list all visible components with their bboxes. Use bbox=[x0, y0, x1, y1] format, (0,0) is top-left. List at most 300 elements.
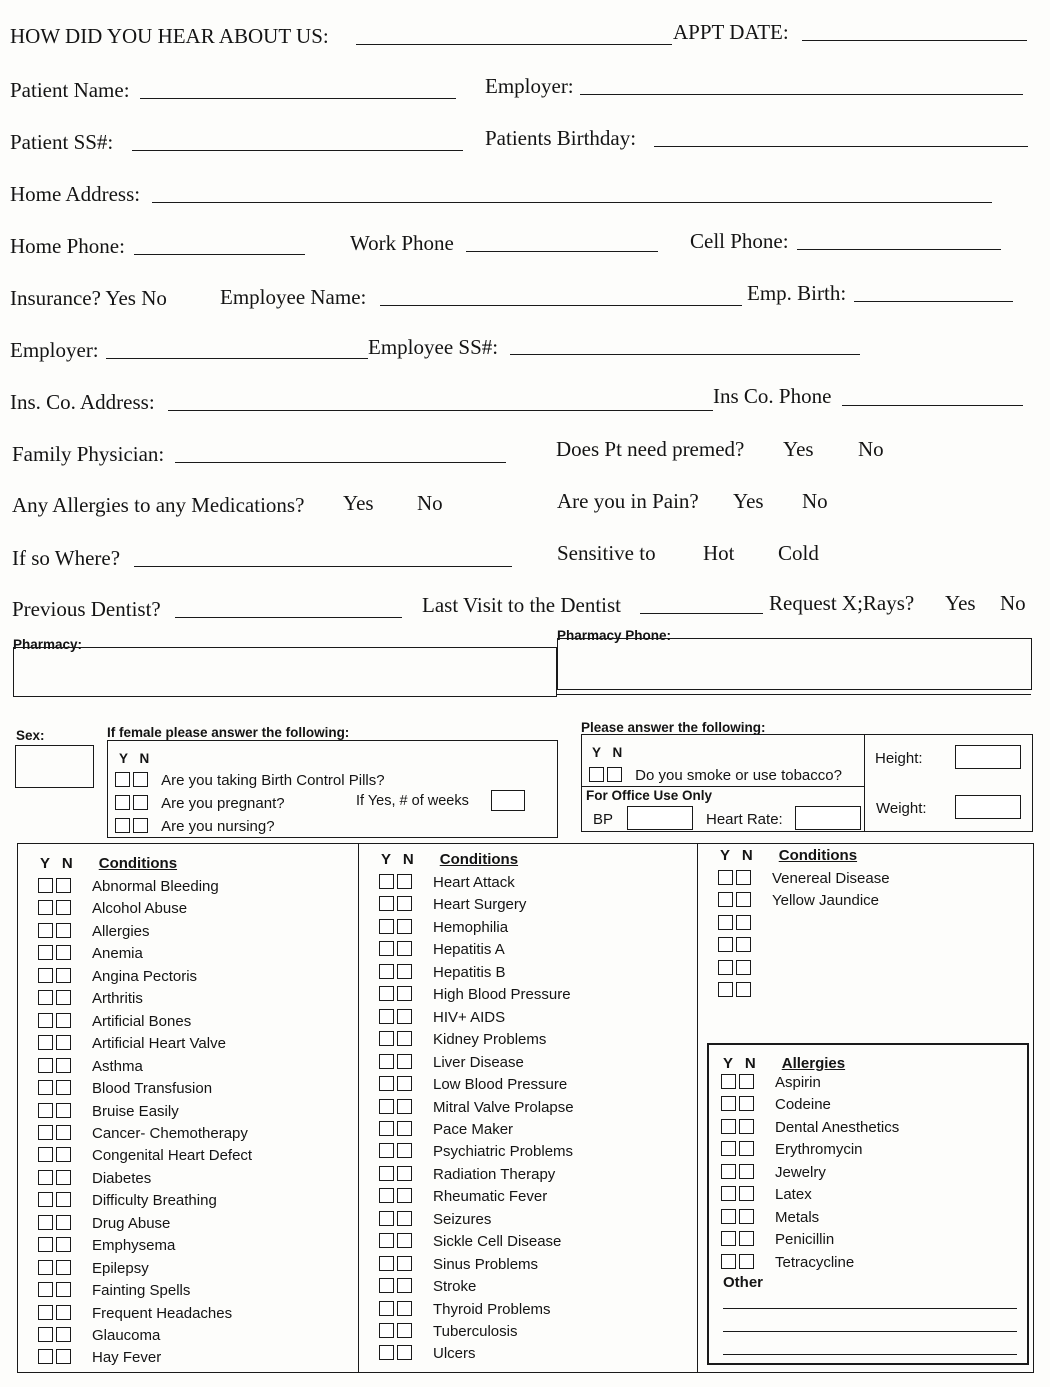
pharmacy-phone-field[interactable] bbox=[557, 638, 1032, 690]
question-nursing: Are you nursing? bbox=[115, 818, 275, 835]
condition-row-label: Bruise Easily bbox=[92, 1102, 179, 1120]
condition-row-label: Mitral Valve Prolapse bbox=[433, 1098, 574, 1116]
xray-no-option[interactable]: No bbox=[1000, 591, 1026, 615]
yes-checkbox[interactable] bbox=[379, 1099, 394, 1114]
condition-row bbox=[38, 945, 143, 962]
no-checkbox[interactable] bbox=[397, 1301, 412, 1316]
no-checkbox[interactable] bbox=[397, 1211, 412, 1226]
condition-row-label: Liver Disease bbox=[433, 1053, 524, 1071]
condition-row bbox=[38, 1349, 161, 1366]
last-visit-field[interactable] bbox=[640, 613, 763, 614]
sex-field[interactable] bbox=[15, 745, 94, 788]
condition-row-label: Radiation Therapy bbox=[433, 1165, 556, 1183]
home-phone-field[interactable] bbox=[134, 254, 305, 255]
condition-row-label: HIV+ AIDS bbox=[433, 1008, 506, 1026]
no-checkbox[interactable] bbox=[739, 1096, 754, 1111]
family-physician-field[interactable] bbox=[175, 462, 506, 463]
yes-checkbox[interactable] bbox=[38, 1237, 53, 1252]
patient-name-field[interactable] bbox=[140, 98, 456, 99]
question-smoke: Do you smoke or use tobacco? bbox=[589, 767, 842, 784]
employer2-field[interactable] bbox=[106, 358, 368, 359]
weeks-label: If Yes, # of weeks bbox=[356, 793, 469, 809]
yes-checkbox[interactable] bbox=[721, 1074, 736, 1089]
in-pain-label: Are you in Pain? bbox=[557, 489, 699, 513]
condition-row-label: Abnormal Bleeding bbox=[92, 878, 219, 895]
sensitive-hot-option[interactable]: Hot bbox=[703, 541, 735, 565]
yes-checkbox[interactable] bbox=[721, 1164, 736, 1179]
yes-checkbox[interactable] bbox=[589, 767, 604, 782]
no-checkbox[interactable] bbox=[739, 1209, 754, 1224]
condition-row-label: Cancer- Chemotherapy bbox=[92, 1124, 248, 1142]
yes-checkbox[interactable] bbox=[718, 982, 733, 997]
no-checkbox[interactable] bbox=[397, 1323, 412, 1338]
request-xrays-label: Request X;Rays? bbox=[769, 591, 915, 615]
yes-checkbox[interactable] bbox=[718, 892, 733, 907]
no-checkbox[interactable] bbox=[607, 767, 622, 782]
general-header: Please answer the following: bbox=[581, 720, 766, 735]
yes-checkbox[interactable] bbox=[38, 968, 53, 983]
previous-dentist-label: Previous Dentist? bbox=[12, 597, 161, 621]
ins-co-phone-field[interactable] bbox=[842, 405, 1023, 406]
allergy-row bbox=[721, 1209, 819, 1226]
yes-checkbox[interactable] bbox=[38, 1260, 53, 1275]
allergy-row-label: Erythromycin bbox=[775, 1141, 863, 1159]
yes-checkbox[interactable] bbox=[721, 1186, 736, 1201]
no-checkbox[interactable] bbox=[397, 1031, 412, 1046]
previous-dentist-field[interactable] bbox=[175, 617, 402, 618]
yes-checkbox[interactable] bbox=[38, 1125, 53, 1140]
condition-row-label: Hepatitis A bbox=[433, 941, 505, 959]
yes-checkbox[interactable] bbox=[38, 900, 53, 915]
condition-row bbox=[379, 1099, 574, 1116]
conditions-col1-header: Y N Conditions bbox=[40, 855, 178, 872]
no-checkbox[interactable] bbox=[736, 892, 751, 907]
no-checkbox[interactable] bbox=[736, 960, 751, 975]
yes-checkbox[interactable] bbox=[379, 1121, 394, 1136]
no-checkbox[interactable] bbox=[56, 1260, 71, 1275]
condition-row bbox=[38, 1035, 226, 1052]
condition-row bbox=[38, 1215, 170, 1232]
yes-checkbox[interactable] bbox=[38, 1058, 53, 1073]
yes-checkbox[interactable] bbox=[38, 990, 53, 1005]
no-checkbox[interactable] bbox=[739, 1074, 754, 1089]
no-checkbox[interactable] bbox=[56, 900, 71, 915]
no-checkbox[interactable] bbox=[56, 1192, 71, 1207]
question-pregnant: Are you pregnant? bbox=[115, 795, 285, 812]
no-checkbox[interactable] bbox=[397, 1121, 412, 1136]
condition-row bbox=[38, 1103, 179, 1120]
condition-row-label: Rheumatic Fever bbox=[433, 1188, 548, 1206]
work-phone-label: Work Phone bbox=[350, 231, 454, 255]
no-checkbox[interactable] bbox=[56, 990, 71, 1005]
yes-checkbox[interactable] bbox=[38, 1305, 53, 1320]
yes-checkbox[interactable] bbox=[38, 923, 53, 938]
no-checkbox[interactable] bbox=[739, 1164, 754, 1179]
emp-birth-label: Emp. Birth: bbox=[747, 281, 847, 305]
condition-row-label: Artificial Bones bbox=[92, 1012, 192, 1030]
yes-checkbox[interactable] bbox=[379, 1054, 394, 1069]
yes-checkbox[interactable] bbox=[379, 896, 394, 911]
ins-co-address-label: Ins. Co. Address: bbox=[10, 390, 155, 414]
yes-checkbox[interactable] bbox=[379, 1031, 394, 1046]
yes-checkbox[interactable] bbox=[38, 1013, 53, 1028]
insurance-label[interactable]: Insurance? Yes No bbox=[10, 286, 167, 310]
yes-checkbox[interactable] bbox=[379, 964, 394, 979]
yes-checkbox[interactable] bbox=[38, 1349, 53, 1364]
premed-yes-option[interactable]: Yes bbox=[783, 437, 814, 461]
pain-no-option[interactable]: No bbox=[802, 489, 828, 513]
yes-checkbox[interactable] bbox=[38, 1035, 53, 1050]
patient-ss-field[interactable] bbox=[132, 150, 463, 151]
yes-checkbox[interactable] bbox=[379, 919, 394, 934]
yes-checkbox[interactable] bbox=[379, 1345, 394, 1360]
no-checkbox[interactable] bbox=[133, 818, 148, 833]
yes-checkbox[interactable] bbox=[379, 1211, 394, 1226]
condition-row-label: Congenital Heart Defect bbox=[92, 1147, 253, 1165]
yes-checkbox[interactable] bbox=[721, 1119, 736, 1134]
yes-checkbox[interactable] bbox=[38, 1170, 53, 1185]
condition-row-label: Ulcers bbox=[433, 1345, 476, 1363]
condition-row bbox=[379, 1211, 491, 1228]
no-checkbox[interactable] bbox=[56, 945, 71, 960]
yes-checkbox[interactable] bbox=[718, 960, 733, 975]
allergies-box bbox=[707, 1043, 1029, 1365]
yes-checkbox[interactable] bbox=[379, 1256, 394, 1271]
yes-checkbox[interactable] bbox=[718, 937, 733, 952]
condition-row-label: Emphysema bbox=[92, 1237, 176, 1255]
xray-yes-option[interactable]: Yes bbox=[945, 591, 976, 615]
no-checkbox[interactable] bbox=[397, 919, 412, 934]
allergy-row bbox=[721, 1119, 899, 1136]
no-checkbox[interactable] bbox=[397, 1166, 412, 1181]
no-checkbox[interactable] bbox=[56, 1080, 71, 1095]
general-yn-header: Y N bbox=[592, 745, 627, 760]
no-checkbox[interactable] bbox=[56, 1147, 71, 1162]
yes-checkbox[interactable] bbox=[38, 945, 53, 960]
pharmacy-phone-label: Pharmacy Phone: bbox=[557, 628, 672, 643]
condition-row-label: Epilepsy bbox=[92, 1259, 149, 1277]
yes-checkbox[interactable] bbox=[379, 1301, 394, 1316]
no-checkbox[interactable] bbox=[56, 968, 71, 983]
condition-row-label: Sickle Cell Disease bbox=[433, 1233, 562, 1251]
patient-birthday-field[interactable] bbox=[654, 146, 1028, 147]
yes-checkbox[interactable] bbox=[718, 915, 733, 930]
employer2-label: Employer: bbox=[10, 338, 99, 362]
yes-checkbox[interactable] bbox=[38, 1327, 53, 1342]
no-checkbox[interactable] bbox=[397, 1054, 412, 1069]
allergy-row bbox=[721, 1254, 854, 1271]
yes-checkbox[interactable] bbox=[115, 795, 130, 810]
condition-row bbox=[379, 1301, 551, 1318]
office-use-label: For Office Use Only bbox=[586, 788, 713, 803]
yes-checkbox[interactable] bbox=[718, 870, 733, 885]
yes-checkbox[interactable] bbox=[38, 1192, 53, 1207]
condition-row-label: Asthma bbox=[92, 1057, 143, 1075]
condition-row bbox=[38, 1080, 212, 1097]
yes-checkbox[interactable] bbox=[38, 1147, 53, 1162]
condition-row bbox=[379, 1076, 567, 1093]
condition-row-label: Seizures bbox=[433, 1210, 492, 1228]
condition-row bbox=[38, 1260, 149, 1277]
no-checkbox[interactable] bbox=[56, 1215, 71, 1230]
no-checkbox[interactable] bbox=[133, 795, 148, 810]
condition-row bbox=[379, 964, 506, 981]
ins-co-address-field[interactable] bbox=[168, 410, 713, 411]
height-label: Height: bbox=[875, 750, 923, 767]
employer-field[interactable] bbox=[580, 94, 1023, 95]
pain-yes-option[interactable]: Yes bbox=[733, 489, 764, 513]
yes-checkbox[interactable] bbox=[379, 1323, 394, 1338]
no-checkbox[interactable] bbox=[397, 1009, 412, 1024]
other-label: Other bbox=[723, 1274, 764, 1291]
general-divider-h bbox=[581, 786, 864, 787]
condition-row-label: Glaucoma bbox=[92, 1327, 161, 1344]
condition-row-label: Artificial Heart Valve bbox=[92, 1035, 226, 1053]
sex-label: Sex: bbox=[16, 728, 45, 743]
yes-checkbox[interactable] bbox=[379, 986, 394, 1001]
allergy-row-label: Aspirin bbox=[775, 1074, 821, 1091]
home-address-label: Home Address: bbox=[10, 182, 141, 206]
sensitive-to-label: Sensitive to bbox=[557, 541, 656, 565]
condition-row-label: Heart Surgery bbox=[433, 896, 527, 914]
employee-name-label: Employee Name: bbox=[220, 285, 367, 309]
condition-row bbox=[379, 919, 508, 936]
yes-checkbox[interactable] bbox=[379, 1233, 394, 1248]
no-checkbox[interactable] bbox=[739, 1254, 754, 1269]
yes-checkbox[interactable] bbox=[115, 772, 130, 787]
condition-row bbox=[379, 1188, 547, 1205]
if-so-where-field[interactable] bbox=[134, 566, 512, 567]
no-checkbox[interactable] bbox=[397, 1099, 412, 1114]
no-checkbox[interactable] bbox=[56, 1058, 71, 1073]
no-checkbox[interactable] bbox=[56, 1170, 71, 1185]
no-checkbox[interactable] bbox=[397, 1256, 412, 1271]
no-checkbox[interactable] bbox=[56, 1282, 71, 1297]
allergy-row bbox=[721, 1096, 831, 1113]
employee-ss-label: Employee SS#: bbox=[368, 335, 499, 359]
condition-row-label: Hemophilia bbox=[433, 918, 509, 936]
yes-checkbox[interactable] bbox=[721, 1254, 736, 1269]
work-phone-field[interactable] bbox=[466, 251, 658, 252]
yes-checkbox[interactable] bbox=[379, 941, 394, 956]
condition-row bbox=[38, 1282, 190, 1299]
heart-rate-field[interactable] bbox=[795, 806, 861, 830]
appt-date-field[interactable] bbox=[802, 40, 1027, 41]
condition-row bbox=[379, 874, 515, 891]
height-field[interactable] bbox=[955, 745, 1021, 769]
condition-row bbox=[379, 1278, 476, 1295]
allergies-yes-option[interactable]: Yes bbox=[343, 491, 374, 515]
weight-field[interactable] bbox=[955, 795, 1021, 819]
no-checkbox[interactable] bbox=[397, 1278, 412, 1293]
allergies-no-option[interactable]: No bbox=[417, 491, 443, 515]
no-checkbox[interactable] bbox=[56, 1349, 71, 1364]
no-checkbox[interactable] bbox=[56, 923, 71, 938]
condition-row-label: Thyroid Problems bbox=[433, 1300, 551, 1318]
no-checkbox[interactable] bbox=[397, 896, 412, 911]
no-checkbox[interactable] bbox=[56, 1305, 71, 1320]
yes-checkbox[interactable] bbox=[379, 874, 394, 889]
yes-checkbox[interactable] bbox=[38, 1103, 53, 1118]
condition-row-label: Fainting Spells bbox=[92, 1282, 191, 1300]
yes-checkbox[interactable] bbox=[38, 1282, 53, 1297]
weight-label: Weight: bbox=[876, 800, 927, 817]
allergy-row-label: Dental Anesthetics bbox=[775, 1118, 900, 1136]
other-line-3[interactable] bbox=[723, 1354, 1017, 1355]
condition-row bbox=[38, 1170, 151, 1187]
last-visit-label: Last Visit to the Dentist bbox=[422, 593, 622, 617]
yes-checkbox[interactable] bbox=[38, 878, 53, 893]
no-checkbox[interactable] bbox=[397, 1345, 412, 1360]
yes-checkbox[interactable] bbox=[721, 1231, 736, 1246]
patient-birthday-label: Patients Birthday: bbox=[485, 126, 637, 150]
yes-checkbox[interactable] bbox=[115, 818, 130, 833]
home-phone-label: Home Phone: bbox=[10, 234, 125, 258]
sensitive-cold-option[interactable]: Cold bbox=[778, 541, 819, 565]
no-checkbox[interactable] bbox=[397, 1143, 412, 1158]
condition-row-label: Alcohol Abuse bbox=[92, 900, 188, 918]
bp-label: BP bbox=[593, 811, 614, 828]
allergy-row-label: Codeine bbox=[775, 1096, 831, 1114]
emp-birth-field[interactable] bbox=[854, 301, 1013, 302]
no-checkbox[interactable] bbox=[133, 772, 148, 787]
condition-row-label: Stroke bbox=[433, 1278, 477, 1296]
no-checkbox[interactable] bbox=[56, 1237, 71, 1252]
no-checkbox[interactable] bbox=[736, 937, 751, 952]
condition-row-label: Hepatitis B bbox=[433, 963, 506, 981]
condition-row bbox=[718, 870, 890, 887]
condition-row bbox=[38, 1192, 217, 1209]
condition-row-label: Allergies bbox=[92, 922, 150, 940]
condition-row-label: Low Blood Pressure bbox=[433, 1076, 568, 1094]
condition-row bbox=[379, 1323, 517, 1340]
condition-row bbox=[379, 986, 571, 1003]
no-checkbox[interactable] bbox=[397, 986, 412, 1001]
conditions-divider-1 bbox=[358, 843, 359, 1373]
no-checkbox[interactable] bbox=[397, 964, 412, 979]
yes-checkbox[interactable] bbox=[38, 1080, 53, 1095]
female-header: If female please answer the following: bbox=[107, 725, 350, 740]
hear-about-field[interactable] bbox=[356, 44, 672, 45]
premed-no-option[interactable]: No bbox=[858, 437, 884, 461]
cell-phone-field[interactable] bbox=[797, 249, 1001, 250]
allergy-row bbox=[721, 1164, 826, 1181]
weeks-field[interactable] bbox=[491, 790, 525, 811]
yes-checkbox[interactable] bbox=[379, 1076, 394, 1091]
condition-row bbox=[379, 1166, 555, 1183]
allergy-row-label: Latex bbox=[775, 1186, 812, 1204]
appt-date-label: APPT DATE: bbox=[673, 20, 789, 44]
condition-row-label: Angina Pectoris bbox=[92, 967, 198, 985]
condition-row-label: Sinus Problems bbox=[433, 1255, 539, 1273]
hear-about-label: HOW DID YOU HEAR ABOUT US: bbox=[10, 24, 329, 48]
no-checkbox[interactable] bbox=[397, 1233, 412, 1248]
yes-checkbox[interactable] bbox=[379, 1278, 394, 1293]
no-checkbox[interactable] bbox=[56, 1035, 71, 1050]
general-divider-v bbox=[864, 734, 865, 832]
no-checkbox[interactable] bbox=[397, 1188, 412, 1203]
condition-row bbox=[379, 1143, 573, 1160]
allergy-row bbox=[721, 1074, 821, 1091]
condition-row-label: Diabetes bbox=[92, 1169, 152, 1187]
pharmacy-field[interactable] bbox=[13, 647, 557, 697]
condition-row bbox=[38, 968, 197, 985]
condition-row bbox=[38, 923, 150, 940]
home-address-field[interactable] bbox=[152, 202, 992, 203]
yes-checkbox[interactable] bbox=[721, 1096, 736, 1111]
condition-row-label: Arthritis bbox=[92, 990, 143, 1008]
bp-field[interactable] bbox=[627, 806, 693, 830]
condition-row bbox=[718, 937, 772, 954]
condition-row bbox=[379, 1345, 476, 1362]
yes-checkbox[interactable] bbox=[38, 1215, 53, 1230]
no-checkbox[interactable] bbox=[736, 915, 751, 930]
yes-checkbox[interactable] bbox=[721, 1209, 736, 1224]
pharmacy-divider bbox=[557, 694, 1031, 695]
condition-row bbox=[379, 1009, 505, 1026]
condition-row-label: Psychiatric Problems bbox=[433, 1143, 574, 1161]
condition-row-label: Heart Attack bbox=[433, 874, 515, 891]
allergy-row-label: Tetracycline bbox=[775, 1253, 855, 1271]
condition-row bbox=[379, 1054, 524, 1071]
allergies-meds-label: Any Allergies to any Medications? bbox=[12, 493, 305, 517]
employee-name-field[interactable] bbox=[380, 305, 742, 306]
no-checkbox[interactable] bbox=[739, 1141, 754, 1156]
condition-row bbox=[38, 878, 219, 895]
other-line-1[interactable] bbox=[723, 1308, 1017, 1309]
condition-row-label: Pace Maker bbox=[433, 1120, 514, 1138]
ins-co-phone-label: Ins Co. Phone bbox=[713, 384, 832, 408]
conditions-divider-2 bbox=[697, 843, 698, 1373]
yes-checkbox[interactable] bbox=[379, 1009, 394, 1024]
premed-label: Does Pt need premed? bbox=[556, 437, 745, 461]
if-so-where-label: If so Where? bbox=[12, 546, 121, 570]
yes-checkbox[interactable] bbox=[721, 1141, 736, 1156]
no-checkbox[interactable] bbox=[739, 1231, 754, 1246]
no-checkbox[interactable] bbox=[56, 1013, 71, 1028]
yes-checkbox[interactable] bbox=[379, 1188, 394, 1203]
no-checkbox[interactable] bbox=[739, 1186, 754, 1201]
condition-row-label: Frequent Headaches bbox=[92, 1304, 233, 1322]
no-checkbox[interactable] bbox=[736, 870, 751, 885]
no-checkbox[interactable] bbox=[397, 941, 412, 956]
condition-row bbox=[379, 896, 526, 913]
no-checkbox[interactable] bbox=[56, 1125, 71, 1140]
yes-checkbox[interactable] bbox=[379, 1143, 394, 1158]
no-checkbox[interactable] bbox=[56, 1327, 71, 1342]
no-checkbox[interactable] bbox=[56, 1103, 71, 1118]
condition-row bbox=[379, 1256, 538, 1273]
other-line-2[interactable] bbox=[723, 1331, 1017, 1332]
family-physician-label: Family Physician: bbox=[12, 442, 165, 466]
no-checkbox[interactable] bbox=[56, 878, 71, 893]
condition-row bbox=[379, 1121, 513, 1138]
allergy-row bbox=[721, 1231, 834, 1248]
condition-row bbox=[718, 892, 879, 909]
condition-row-label: Yellow Jaundice bbox=[772, 892, 880, 910]
yes-checkbox[interactable] bbox=[379, 1166, 394, 1181]
condition-row bbox=[38, 1013, 191, 1030]
no-checkbox[interactable] bbox=[736, 982, 751, 997]
condition-row bbox=[38, 990, 143, 1007]
no-checkbox[interactable] bbox=[397, 1076, 412, 1091]
employee-ss-field[interactable] bbox=[510, 354, 860, 355]
pharmacy-label: Pharmacy: bbox=[13, 637, 83, 652]
heart-rate-label: Heart Rate: bbox=[706, 811, 783, 828]
no-checkbox[interactable] bbox=[397, 874, 412, 889]
allergy-row-label: Penicillin bbox=[775, 1231, 835, 1249]
no-checkbox[interactable] bbox=[739, 1119, 754, 1134]
